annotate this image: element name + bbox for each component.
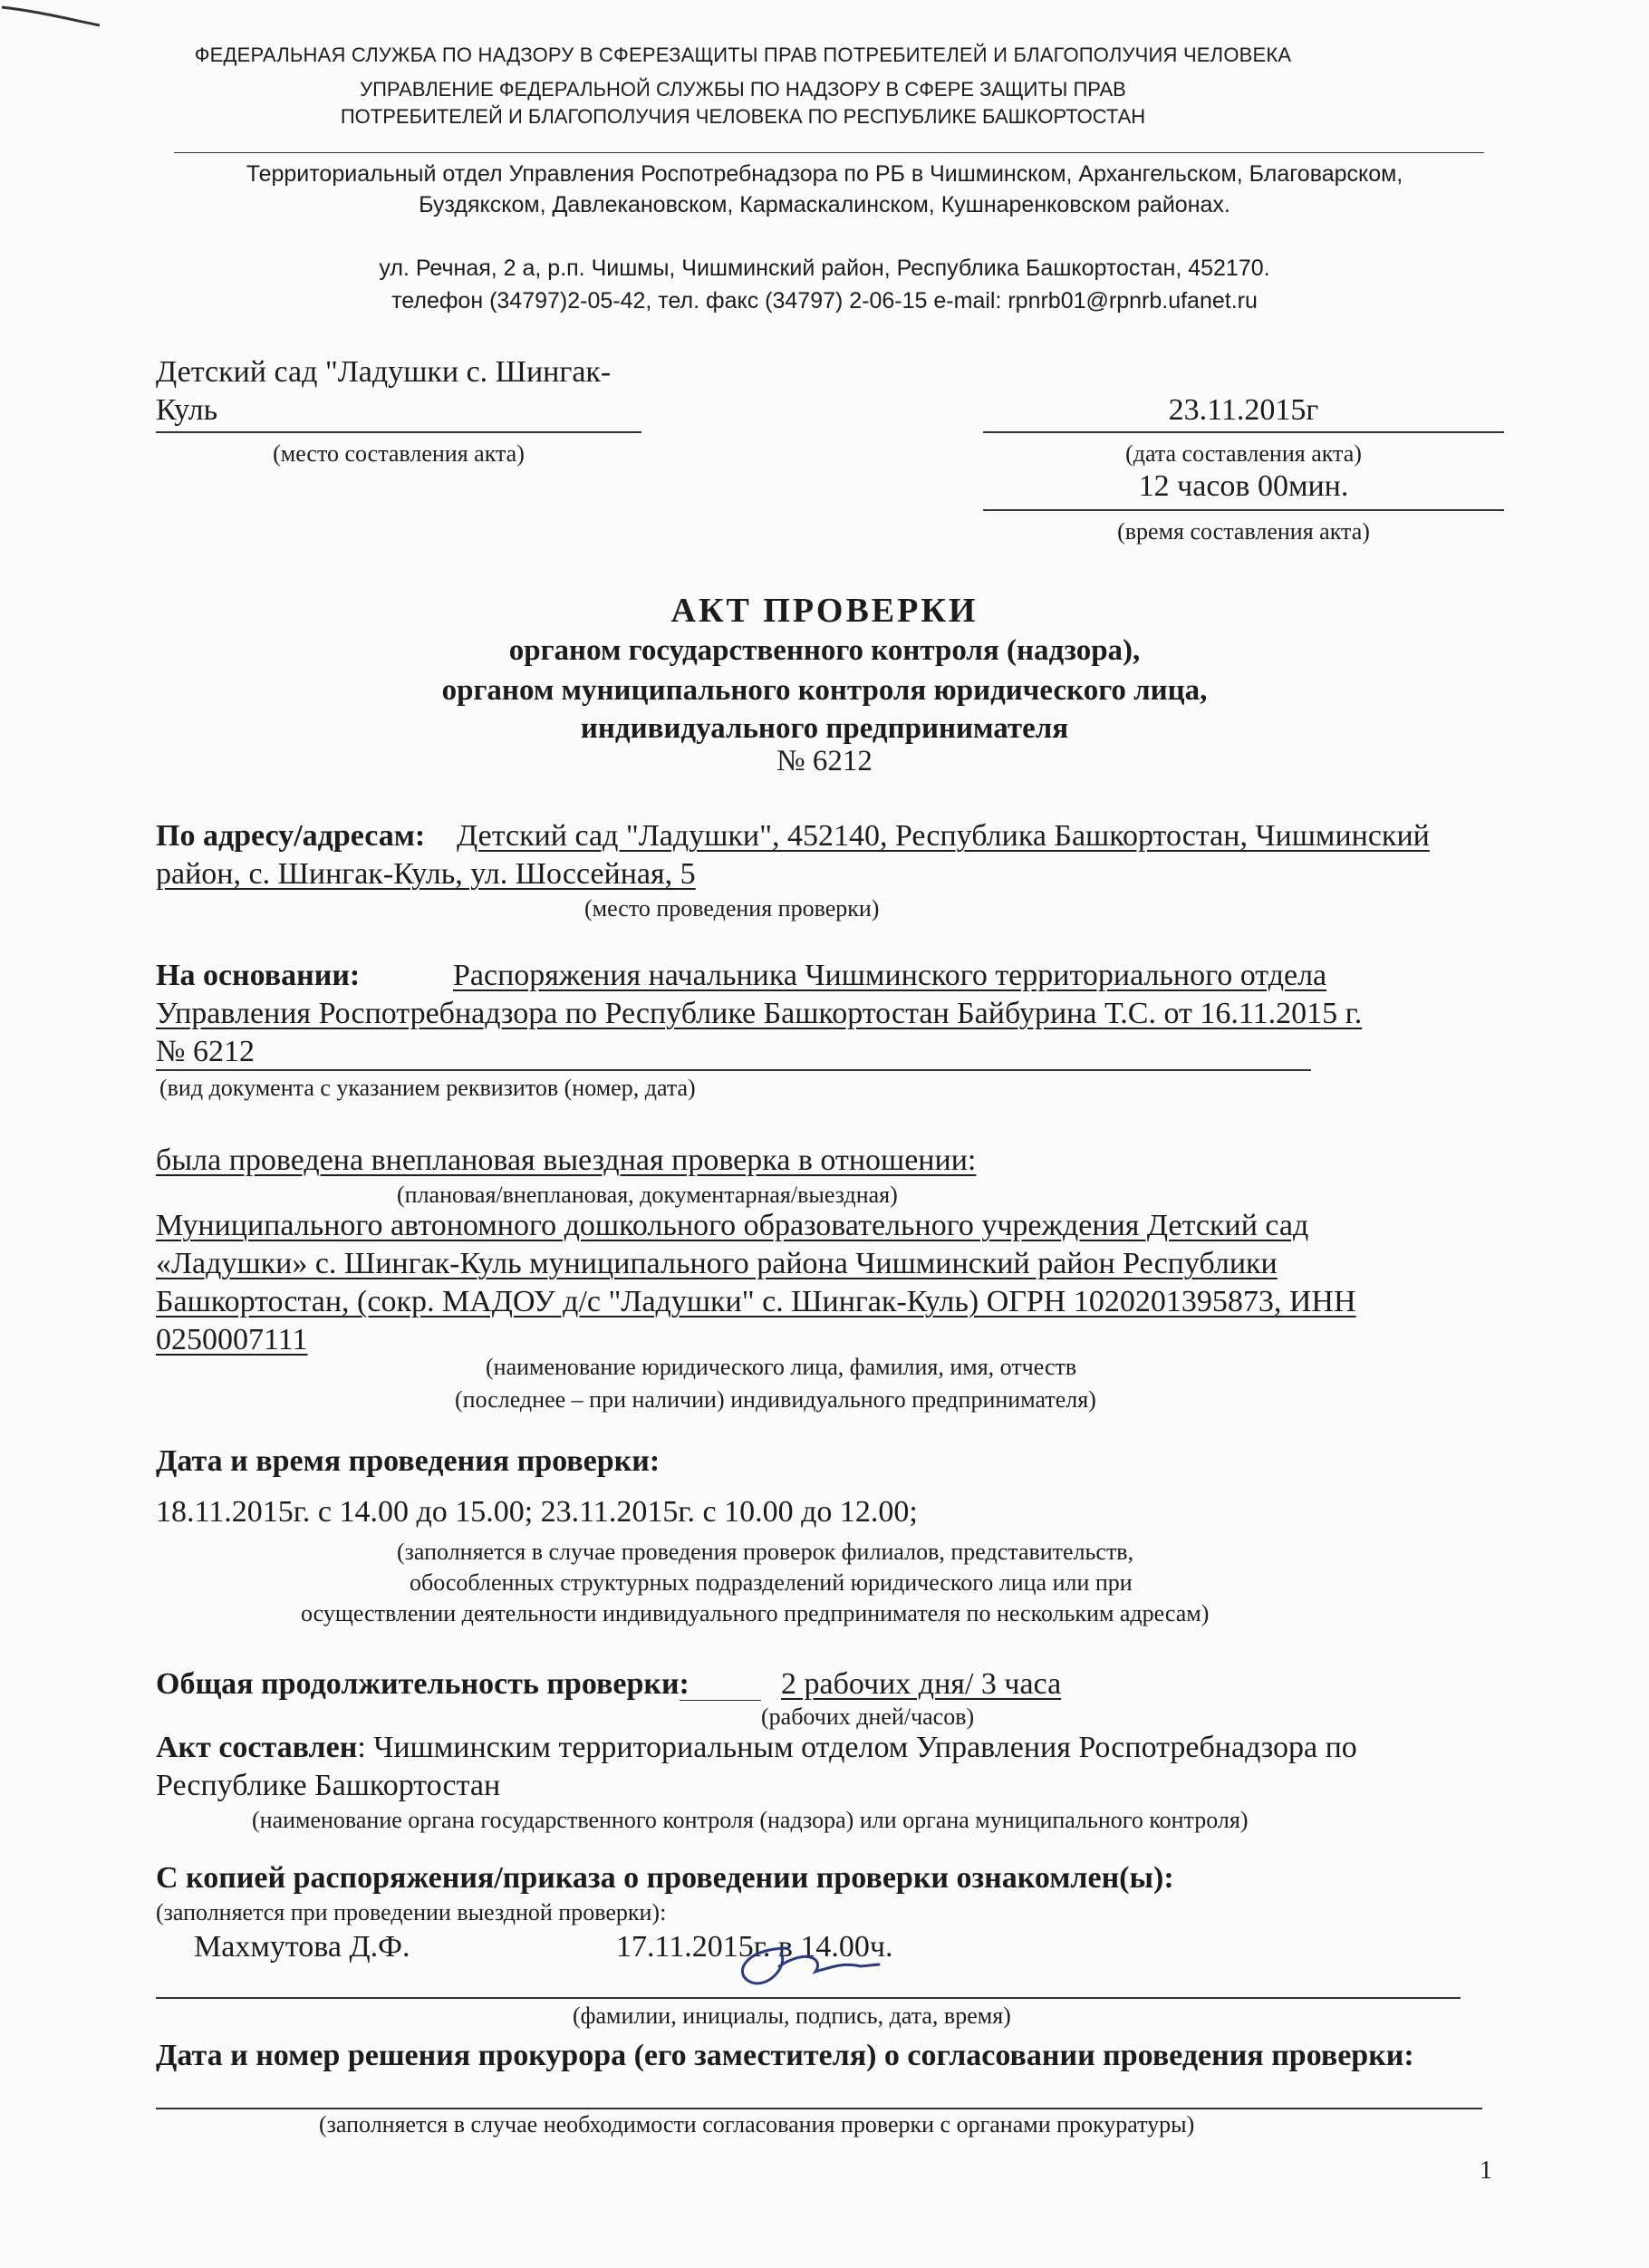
act-number: № 6212 bbox=[776, 745, 873, 777]
address-label: По адресу/адресам: bbox=[156, 819, 426, 853]
address-value-line-1: Детский сад "Ладушки", 452140, Республика Башкортостан, Чишминский bbox=[457, 819, 1430, 853]
place-line-2: Куль bbox=[156, 393, 218, 427]
time-rule bbox=[983, 509, 1504, 511]
duration-value: 2 рабочих дня/ 3 часа bbox=[781, 1667, 1062, 1701]
compiled-row bbox=[156, 1731, 1357, 1765]
office-contacts: телефон (34797)2-05-42, тел. факс (34797) 2-06-15 e-mail: rpnrb01@rpnrb.ufanet.ru bbox=[391, 288, 1258, 314]
basis-value-line-1: Распоряжения начальника Чишминского территориального отдела bbox=[453, 959, 1327, 992]
act-title: АКТ ПРОВЕРКИ bbox=[670, 592, 979, 630]
duration-label: Общая продолжительность проверки: bbox=[156, 1667, 689, 1701]
agency-name: ФЕДЕРАЛЬНАЯ СЛУЖБА ПО НАДЗОРУ В СФЕРЕЗАЩИТЫ ПРАВ ПОТРЕБИТЕЛЕЙ И БЛАГОПОЛУЧИЯ ЧЕЛОВЕКА bbox=[194, 43, 1292, 66]
acquaint-caption: (фамилии, инициалы, подпись, дата, время) bbox=[573, 2003, 1011, 2029]
title-line-3: органом муниципального контроля юридического лица, bbox=[441, 674, 1208, 707]
act-time: 12 часов 00мин. bbox=[1138, 469, 1349, 503]
compiled-label: Акт составлен bbox=[156, 1731, 358, 1764]
date-caption: (дата составления акта) bbox=[1125, 440, 1362, 467]
signature-graphic bbox=[725, 1939, 888, 1993]
address-value-line-2: район, с. Шингак-Куль, ул. Шоссейная, 5 bbox=[156, 857, 696, 891]
entity-line-3: Башкортостан, (сокр. МАДОУ д/с "Ладушки" с. Шингак-Куль) ОГРН 1020201395873, ИНН bbox=[156, 1285, 1356, 1318]
entity-line-2: «Ладушки» с. Шингак-Куль муниципального района Чишминский район Республики bbox=[156, 1247, 1278, 1280]
compiled-value-line-2: Республике Башкортостан bbox=[156, 1769, 501, 1802]
acquaint-note: (заполняется при проведении выездной проверки): bbox=[156, 1899, 667, 1925]
department-line-2: ПОТРЕБИТЕЛЕЙ И БЛАГОПОЛУЧИЯ ЧЕЛОВЕКА ПО РЕСПУБЛИКЕ БАШКОРТОСТАН bbox=[340, 105, 1146, 128]
entity-line-1: Муниципального автономного дошкольного образовательного учреждения Детский сад bbox=[156, 1209, 1309, 1242]
place-line-1: Детский сад "Ладушки с. Шингак- bbox=[156, 355, 612, 389]
act-date: 23.11.2015г bbox=[1168, 393, 1319, 427]
basis-label: На основании: bbox=[156, 959, 361, 992]
title-line-4: индивидуального предпринимателя bbox=[580, 712, 1069, 745]
basis-caption: (вид документа с указанием реквизитов (номер, дата) bbox=[159, 1075, 696, 1101]
datetime-caption-line-1: (заполняется в случае проведения проверок филиалов, представительств, bbox=[397, 1539, 1134, 1565]
duration-caption: (рабочих дней/часов) bbox=[761, 1703, 975, 1730]
compiled-value-line-1: : Чишминским территориальным отделом Управления Роспотребнадзора по bbox=[357, 1731, 1357, 1764]
entity-line-4: 0250007111 bbox=[156, 1323, 308, 1356]
title-line-2: органом государственного контроля (надзора), bbox=[508, 634, 1141, 667]
datetime-caption-line-2: обособленных структурных подразделений юридического лица или при bbox=[410, 1569, 1133, 1596]
acquaint-datetime: 17.11.2015г. в 14.00ч. bbox=[616, 1930, 893, 1964]
prosecutor-label: Дата и номер решения прокурора (его заместителя) о согласовании проведения проверки: bbox=[156, 2039, 1414, 2072]
acquaint-name: Махмутова Д.Ф. bbox=[194, 1930, 410, 1964]
inspection-type-caption: (плановая/внеплановая, документарная/выездная) bbox=[397, 1182, 898, 1208]
datetime-caption-line-3: осуществлении деятельности индивидуального предпринимателя по нескольким адресам) bbox=[301, 1600, 1210, 1626]
pen-mark bbox=[0, 0, 127, 45]
inspection-type-line: была проведена внеплановая выездная проверка в отношении: bbox=[156, 1144, 977, 1177]
basis-value-line-2: Управления Роспотребнадзора по Республике Башкортостан Байбурина Т.С. от 16.11.2015 г. bbox=[156, 997, 1363, 1030]
time-caption: (время составления акта) bbox=[1117, 518, 1370, 545]
address-caption: (место проведения проверки) bbox=[584, 895, 880, 922]
duration-lead-rule bbox=[680, 1700, 761, 1701]
datetime-value: 18.11.2015г. с 14.00 до 15.00; 23.11.2015г. с 10.00 до 12.00; bbox=[156, 1495, 918, 1529]
datetime-label: Дата и время проведения проверки: bbox=[156, 1444, 661, 1478]
basis-rule bbox=[156, 1069, 1311, 1071]
acquaint-rule bbox=[156, 1997, 1461, 1999]
entity-caption-line-2: (последнее – при наличии) индивидуального предпринимателя) bbox=[455, 1386, 1096, 1413]
office-line-2: Буздякском, Давлекановском, Кармаскалинском, Кушнаренковском районах. bbox=[419, 192, 1230, 217]
header-rule bbox=[174, 152, 1484, 153]
prosecutor-caption: (заполняется в случае необходимости согласования проверки с органами прокуратуры) bbox=[319, 2111, 1195, 2138]
date-rule bbox=[983, 431, 1504, 433]
department-line-1: УПРАВЛЕНИЕ ФЕДЕРАЛЬНОЙ СЛУЖБЫ ПО НАДЗОРУ В СФЕРЕ ЗАЩИТЫ ПРАВ bbox=[360, 78, 1126, 101]
acquaint-label: С копией распоряжения/приказа о проведении проверки ознакомлен(ы): bbox=[156, 1861, 1174, 1895]
office-address: ул. Речная, 2 а, р.п. Чишмы, Чишминский район, Республика Башкортостан, 452170. bbox=[379, 256, 1270, 281]
place-rule bbox=[156, 431, 641, 433]
basis-value-line-3: № 6212 bbox=[156, 1035, 255, 1068]
entity-caption-line-1: (наименование юридического лица, фамилия, имя, отчеств bbox=[486, 1354, 1077, 1380]
prosecutor-rule bbox=[156, 2108, 1482, 2109]
office-line-1: Территориальный отдел Управления Роспотребнадзора по РБ в Чишминском, Архангельском, Благоварском, bbox=[246, 161, 1403, 187]
compiled-caption: (наименование органа государственного контроля (надзора) или органа муниципального контроля) bbox=[252, 1807, 1249, 1833]
place-caption: (место составления акта) bbox=[273, 440, 525, 467]
page-number: 1 bbox=[1480, 2157, 1492, 2185]
